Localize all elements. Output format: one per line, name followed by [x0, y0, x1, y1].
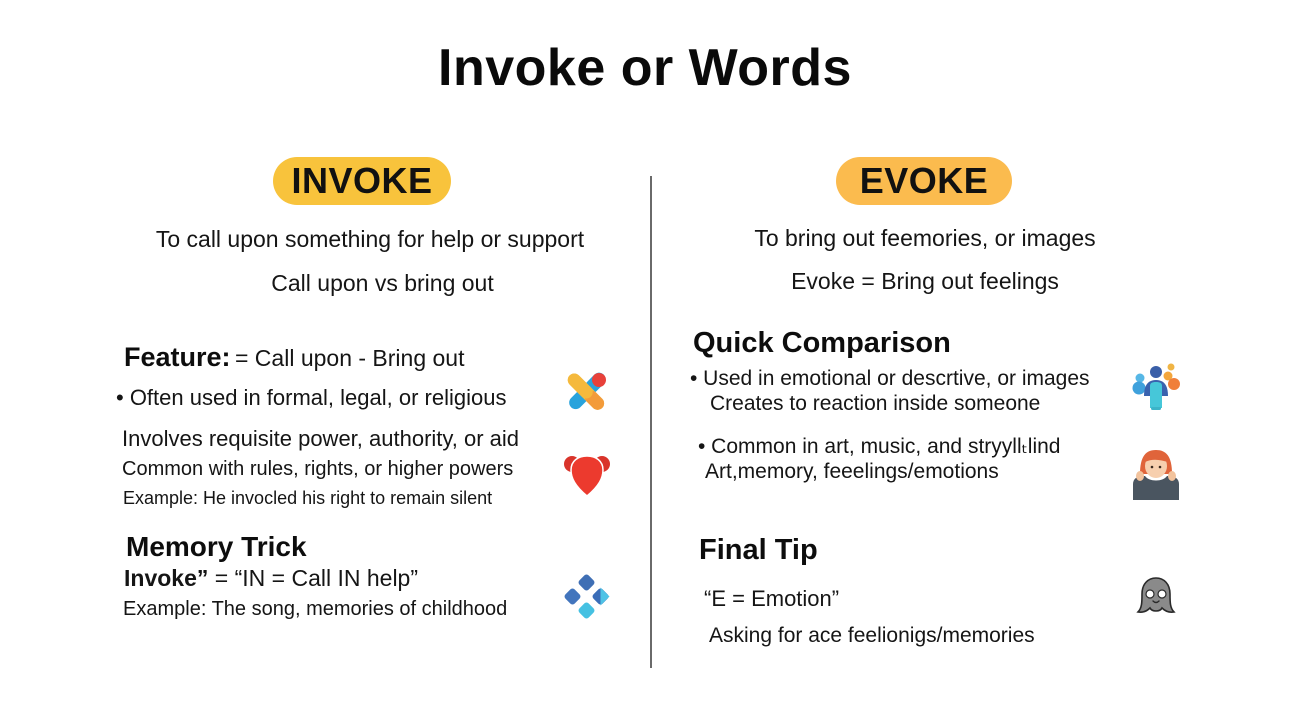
memory-trick-heading: Memory Trick	[126, 531, 307, 562]
evoke-contrast: Evoke = Bring out feelings	[791, 268, 1059, 294]
feature-bullet: • Often used in formal, legal, or religious	[116, 385, 507, 410]
feature-label: Feature:	[124, 342, 231, 372]
memory-trick-word: Invoke”	[124, 565, 209, 591]
feature-line-2: Common with rules, rights, or higher powers	[122, 458, 514, 480]
memory-trick-example: Example: The song, memories of childhood	[123, 598, 508, 620]
page-title: Invoke or Words	[438, 39, 852, 97]
evoke-definition: To bring out feemories, or images	[754, 225, 1096, 251]
feature-value: = Call upon - Bring out	[234, 345, 465, 371]
people-group-icon	[1131, 362, 1181, 412]
invoke-pill: INVOKE	[273, 157, 451, 205]
comparison-bullet-2: • Common in art, music, and stryyllₜlind	[698, 435, 1061, 458]
column-divider	[650, 176, 652, 668]
ghost-icon	[1134, 576, 1178, 616]
invoke-definition: To call upon something for help or support	[155, 226, 585, 252]
crossed-bandage-icon	[564, 370, 610, 414]
feature-example: Example: He invocled his right to remain silent	[123, 488, 493, 508]
quick-comparison-heading: Quick Comparison	[693, 327, 951, 359]
comparison-bullet-1-cont: Creates to reaction inside someone	[710, 392, 1041, 415]
final-tip-quote: “E = Emotion”	[704, 586, 840, 611]
feature-line	[124, 342, 464, 373]
person-icon	[1131, 446, 1181, 500]
heart-icon	[563, 452, 611, 498]
invoke-contrast: Call upon vs bring out	[271, 270, 494, 296]
diamond-cluster-icon	[563, 574, 611, 622]
final-tip-line: Asking for ace feelionigs/memories	[709, 624, 1035, 647]
final-tip-heading: Final Tip	[699, 534, 818, 566]
memory-trick-line	[124, 565, 418, 592]
memory-trick-rule: = “IN = Call IN help”	[208, 565, 419, 591]
comparison-bullet-2-cont: Art,memory, feeelings/emotions	[705, 460, 999, 483]
comparison-bullet-1: • Used in emotional or descrtive, or images	[690, 367, 1090, 390]
feature-line-1: Involves requisite power, authority, or aid	[122, 426, 520, 451]
evoke-pill: EVOKE	[836, 157, 1012, 205]
